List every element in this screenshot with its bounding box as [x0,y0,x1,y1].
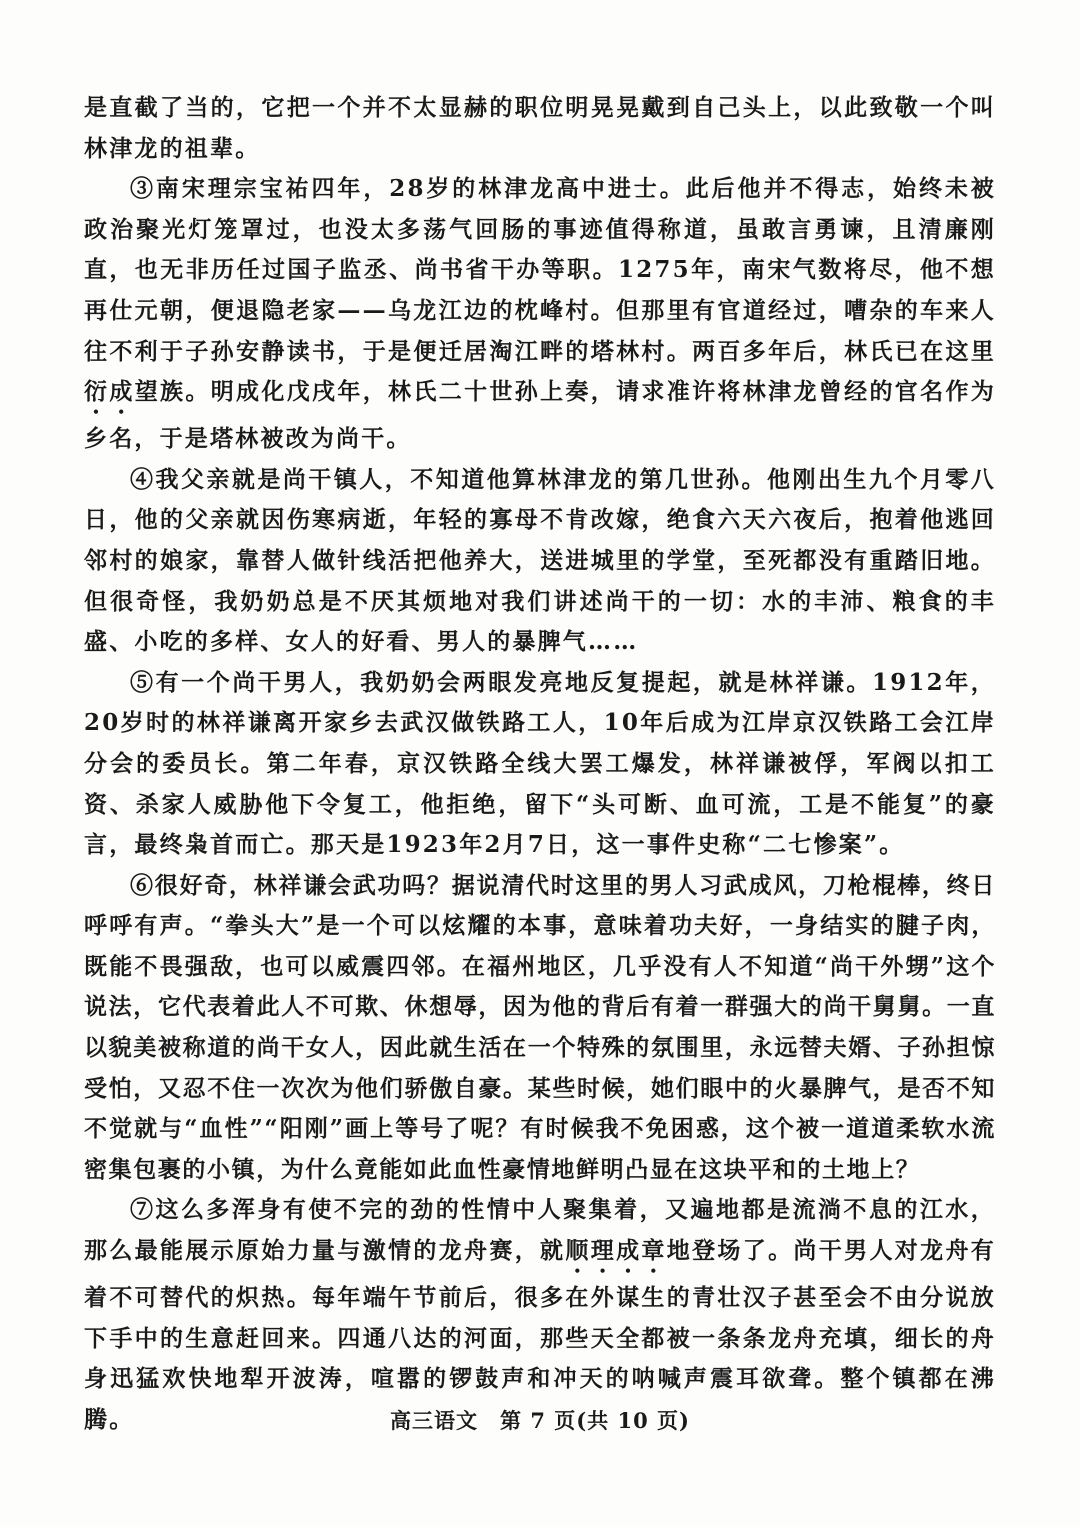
paragraph-6: ⑥很好奇，林祥谦会武功吗？据说清代时这里的男人习武成风，刀枪棍棒，终日呼呼有声。“拳头大”是一个可以炫耀的本事，意味着功夫好，一身结实的腱子肉，既能不畏强敌，也可以威震四邻。在福州地区，几乎没有人不知道“尚干外甥”这个说法，它代表着此人不可欺、休想辱，因为他的背后有着一群强大的尚干舅舅。一直以貌美被称道的尚干女人，因此就生活在一个特殊的氛围里，永远替夫婿、子孙担惊受怕，又忍不住一次次为他们骄傲自豪。某些时候，她们眼中的火暴脾气，是否不知不觉就与“血性”“阳刚”画上等号了呢？有时候我不免困惑，这个被一道道柔软水流密集包裹的小镇，为什么竟能如此血性豪情地鲜明凸显在这块平和的土地上？ [84,871,996,1183]
paragraph-7: ⑦这么多浑身有使不完的劲的性情中人聚集着，又遍地都是流淌不息的江水，那么最能展示原始力量与激情的龙舟赛，就顺理成章地登场了。尚干男人对龙舟有着不可替代的炽热。每年端午节前后，很多在外谋生的青壮汉子甚至会不由分说放下手中的生意赶回来。四通八达的河面，那些天全都被一条条龙舟充填，细长的舟身迅猛欢快地犁开波涛，喧嚣的锣鼓声和冲天的呐喊声震耳欲聋。整个镇都在沸腾。 [84,1196,996,1433]
emphasis-mark-text: 衍成 [84,378,135,406]
page-footer: 高三语文 第 7 页(共 10 页) [390,1408,690,1433]
paragraph-2-continued: 是直截了当的，它把一个并不太显赫的职位明晃晃戴到自己头上，以此致敬一个叫林津龙的祖辈。 [84,94,996,162]
paragraph-3: ③南宋理宗宝祐四年，28岁的林津龙高中进士。此后他并不得志，始终未被政治聚光灯笼罩过，也没太多荡气回肠的事迹值得称道，虽敢言勇谏，且清廉刚直，也无非历任过国子监丞、尚书省干办等职。1275年，南宋气数将尽，他不想再仕元朝，便退隐老家——乌龙江边的枕峰村。但那里有官道经过，嘈杂的车来人往不利于子孙安静读书，于是便迁居淘江畔的塔林村。两百多年后，林氏已在这里衍成望族。明成化戊戌年，林氏二十世孙上奏，请求准许将林津龙曾经的官名作为乡名，于是塔林被改为尚干。 [84,175,996,453]
emphasis-mark-text: 顺理成章 [565,1237,667,1265]
paragraph-5: ⑤有一个尚干男人，我奶奶会两眼发亮地反复提起，就是林祥谦。1912年，20岁时的林祥谦离开家乡去武汉做铁路工人，10年后成为江岸京汉铁路工会江岸分会的委员长。第二年春，京汉铁路全线大罢工爆发，林祥谦被俘，军阀以扣工资、杀家人威胁他下令复工，他拒绝，留下“头可断、血可流，工是不能复”的豪言，最终枭首而亡。那天是1923年2月7日，这一事件史称“二七惨案”。 [84,668,996,859]
article-body [84,88,996,1440]
paragraph-4: ④我父亲就是尚干镇人，不知道他算林津龙的第几世孙。他刚出生九个月零八日，他的父亲就因伤寒病逝，年轻的寡母不肯改嫁，绝食六天六夜后，抱着他逃回邻村的娘家，靠替人做针线活把他养大，送进城里的学堂，至死都没有重踏旧地。但很奇怪，我奶奶总是不厌其烦地对我们讲述尚干的一切：水的丰沛、粮食的丰盛、小吃的多样、女人的好看、男人的暴脾气…… [84,465,996,656]
